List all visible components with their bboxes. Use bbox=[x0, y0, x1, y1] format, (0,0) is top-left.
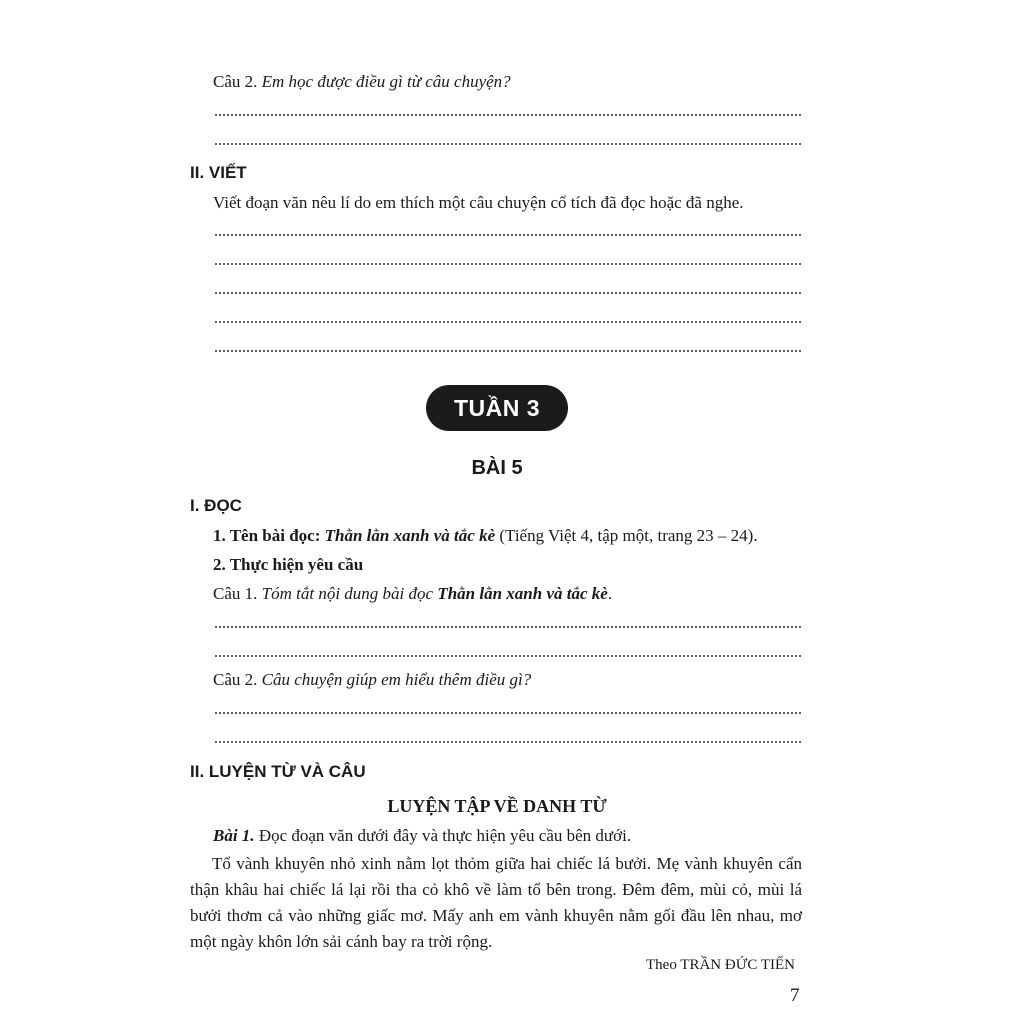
answer-line[interactable] bbox=[214, 292, 801, 294]
subsection-title: LUYỆN TẬP VỀ DANH TỪ bbox=[387, 796, 607, 816]
answer-line[interactable] bbox=[214, 626, 801, 628]
passage: Tổ vành khuyên nhỏ xinh nằm lọt thỏm giữa hai chiếc lá bưởi. Mẹ vành khuyên cẩn thận khâu hai chiếc lá lại rồi tha cỏ khô về làm tổ bên trong. Đêm đêm, mùi cỏ, mùi lá bưởi thơm cả vào những giấc mơ. Mấy anh em vành khuyên nằm gối đầu lên nhau, mơ một ngày khôn lớn sải cánh bay ra trời rộng. bbox=[190, 854, 802, 951]
question-label: Câu 2. bbox=[213, 72, 258, 91]
answer-line[interactable] bbox=[214, 114, 801, 116]
item2-label: 2. Thực hiện yêu cầu bbox=[213, 555, 364, 574]
question-text: Tóm tắt nội dung bài đọc bbox=[261, 584, 434, 603]
answer-line[interactable] bbox=[214, 234, 801, 236]
section-heading-ltvc: II. LUYỆN TỪ VÀ CÂU bbox=[190, 762, 366, 781]
question-2-top bbox=[213, 72, 511, 92]
answer-line[interactable] bbox=[214, 741, 801, 743]
question-1 bbox=[213, 584, 612, 604]
reading-source: (Tiếng Việt 4, tập một, trang 23 – 24). bbox=[499, 526, 758, 545]
exercise-text: Đọc đoạn văn dưới đây và thực hiện yêu cầu bên dưới. bbox=[258, 826, 632, 845]
attribution: Theo TRẦN ĐỨC TIẾN bbox=[646, 957, 795, 973]
week-badge bbox=[426, 385, 568, 431]
writing-prompt: Viết đoạn văn nêu lí do em thích một câu chuyện cổ tích đã đọc hoặc đã nghe. bbox=[213, 193, 744, 212]
question-label: Câu 1. bbox=[213, 584, 258, 603]
answer-line[interactable] bbox=[214, 143, 801, 145]
week-label: TUẦN 3 bbox=[453, 394, 541, 421]
question-text: Câu chuyện giúp em hiểu thêm điều gì? bbox=[261, 670, 532, 689]
answer-line[interactable] bbox=[214, 712, 801, 714]
question-2 bbox=[213, 670, 531, 690]
question-end: . bbox=[607, 584, 613, 603]
question-text: Em học được điều gì từ câu chuyện? bbox=[261, 72, 511, 91]
answer-line[interactable] bbox=[214, 263, 801, 265]
page-number: 7 bbox=[790, 985, 800, 1006]
reading-title: Thằn lằn xanh và tắc kè bbox=[324, 526, 496, 545]
exercise-label: Bài 1. bbox=[213, 826, 255, 845]
section-heading-viet: II. VIẾT bbox=[190, 163, 247, 182]
item1-label: 1. Tên bài đọc: bbox=[213, 526, 321, 545]
lesson-title: BÀI 5 bbox=[471, 457, 523, 479]
answer-line[interactable] bbox=[214, 321, 801, 323]
question-label: Câu 2. bbox=[213, 670, 258, 689]
reading-title-line bbox=[213, 526, 758, 546]
exercise-1 bbox=[213, 826, 631, 846]
answer-line[interactable] bbox=[214, 655, 801, 657]
question-title: Thằn lằn xanh và tắc kè bbox=[437, 584, 608, 603]
section-heading-doc: I. ĐỌC bbox=[190, 496, 242, 515]
answer-line[interactable] bbox=[214, 350, 801, 352]
